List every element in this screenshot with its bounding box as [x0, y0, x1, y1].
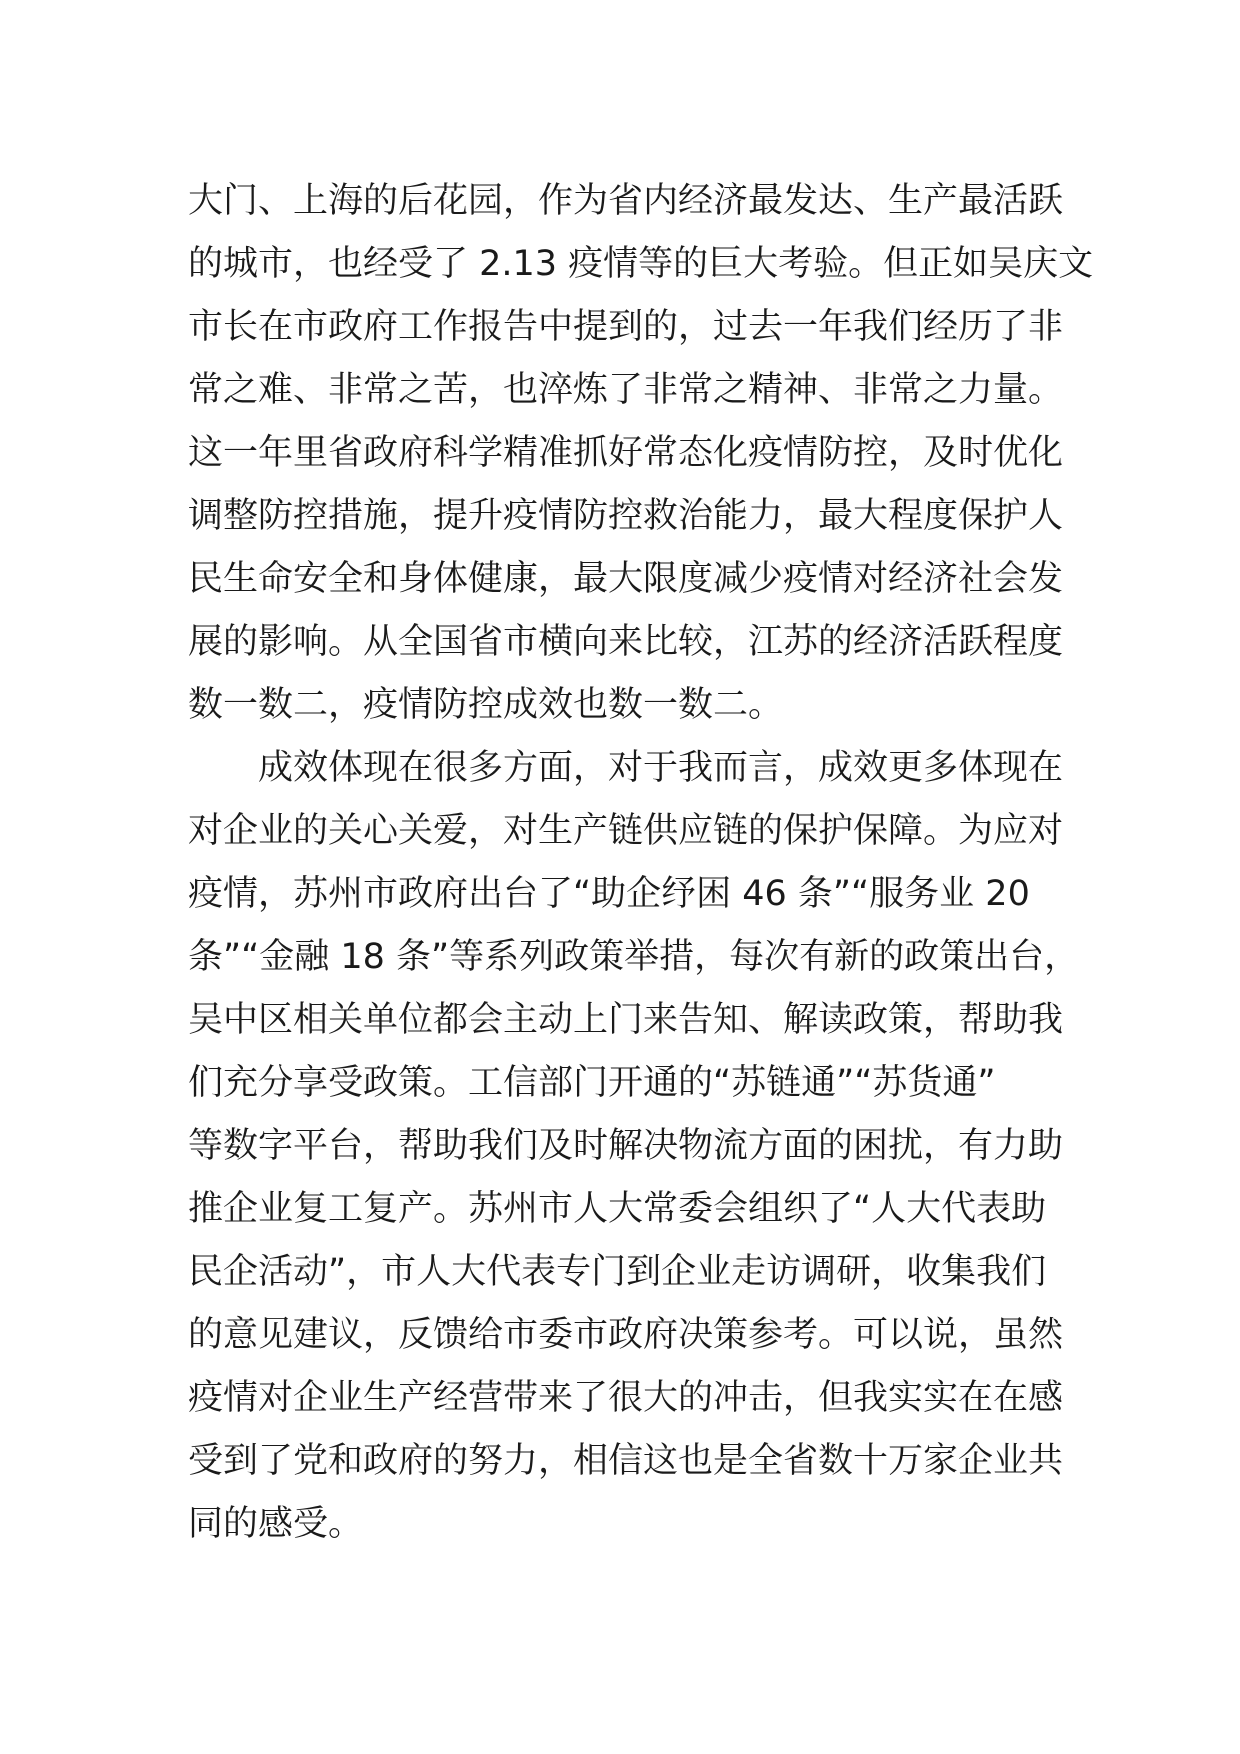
text-line: 常之难、非常之苦，也淬炼了非常之精神、非常之力量。 — [188, 370, 1064, 410]
text-line: 这一年里省政府科学精准抓好常态化疫情防控，及时优化 — [188, 433, 1064, 473]
text-line: 市长在市政府工作报告中提到的，过去一年我们经历了非 — [188, 307, 1064, 347]
text-line: 的意见建议，反馈给市委市政府决策参考。可以说，虽然 — [188, 1315, 1064, 1355]
body-text — [188, 170, 1094, 1556]
text-line: 同的感受。 — [188, 1504, 364, 1544]
text-line: 们充分享受政策。工信部门开通的“苏链通”“苏货通” — [188, 1063, 996, 1103]
paragraph-2 — [188, 737, 1080, 1556]
text-line: 对企业的关心关爱，对生产链供应链的保护保障。为应对 — [188, 811, 1064, 851]
text-line: 疫情，苏州市政府出台了“助企纾困 46 条”“服务业 20 — [188, 874, 1030, 914]
text-line: 民企活动”，市人大代表专门到企业走访调研，收集我们 — [188, 1252, 1047, 1292]
text-line: 大门、上海的后花园，作为省内经济最发达、生产最活跃 — [188, 181, 1064, 221]
text-line: 条”“金融 18 条”等系列政策举措，每次有新的政策出台， — [188, 937, 1080, 977]
text-line: 民生命安全和身体健康，最大限度减少疫情对经济社会发 — [188, 559, 1064, 599]
paragraph-1 — [188, 170, 1094, 737]
text-line: 的城市，也经受了 2.13 疫情等的巨大考验。但正如吴庆文 — [188, 244, 1094, 284]
text-line: 吴中区相关单位都会主动上门来告知、解读政策，帮助我 — [188, 1000, 1064, 1040]
text-line-indented: 成效体现在很多方面，对于我而言，成效更多体现在 — [258, 748, 1064, 788]
text-line: 等数字平台，帮助我们及时解决物流方面的困扰，有力助 — [188, 1126, 1064, 1166]
text-line: 推企业复工复产。苏州市人大常委会组织了“人大代表助 — [188, 1189, 1047, 1229]
text-line: 受到了党和政府的努力，相信这也是全省数十万家企业共 — [188, 1441, 1064, 1481]
text-line: 展的影响。从全国省市横向来比较，江苏的经济活跃程度 — [188, 622, 1064, 662]
text-line: 调整防控措施，提升疫情防控救治能力，最大程度保护人 — [188, 496, 1064, 536]
text-line: 数一数二，疫情防控成效也数一数二。 — [188, 685, 784, 725]
text-line: 疫情对企业生产经营带来了很大的冲击，但我实实在在感 — [188, 1378, 1064, 1418]
